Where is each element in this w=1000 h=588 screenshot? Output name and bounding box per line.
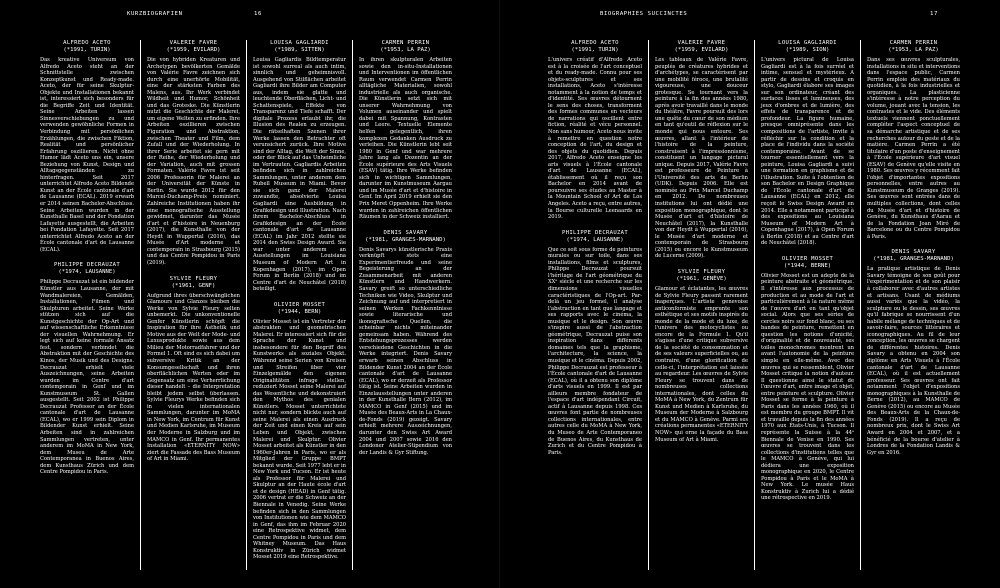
artist-bio	[40, 40, 134, 253]
artist-birth: (*1961, GENÈVE)	[676, 275, 727, 282]
bio-text: L'univers créatif d'Alfredo Aceto est à la croisée de l'art conceptuel et du ready-made. Connu pour ses objets-sculptures et ses installations, Aceto s'intéresse notamment à la notion de temps et d'identité. Ses œuvres détournent le sens des choses, transforment des formes communes en vecteurs de narrations qui oscillent entre fiction, réalité et vécu personnel. Non sans humour, Aceto nous invite à remettre en question notre conception de l'art, du design et des objets du quotidien. Depuis 2017, Alfredo Aceto enseigne les arts visuels à l'École cantonale d'art de Lausanne (ECAL), établissement où il reçu son Bachelor en 2014 avant de poursuivre ses études au Master à la Mountain School of Art de Los Angeles. Aceto a reçu, entre autres, la Bourse culturelle Leenaards en 2019.	[548, 57, 642, 221]
bio-text: Olivier Mosset ist ein Vertreter der abstrakten und geometrischen Malerei. Er interessiert sich für die Sprache der Kunst und insbesondere für den Begriff des Kunstwerks als soziales Objekt. Während seine Serien von Kreisen und Streifen über vier Einzelgemälde den eigenen Originalitäten infrage stellen, reduziert Mosset seine Malerei auf das Wesentliche und dekonstruiert den Mythos des genialen Künstlers. Mosset unterrichtete nicht nur, sondern blickte auch auf seine Malerei als einen Ausdruck der Zeit und einen Kreis auf sein Leben und Objekt, zwischen Malerei und Skulptur. Olivier Mosset arbeitet als Künstler in den 1960er-Jahren in Paris, wo er als Mitglied der Gruppe BMPT bekannt wurde. Seit 1977 lebt er in New York und Tucson. Er ist heute als Professor für Malerei und Skulptur an der Haute école d'art et de design (HEAD) in Genf tätig. 2006 vertrat er die Schweiz an der Biennale in Venedig. Seine Werke befinden sich in den Sammlungen von Institutionen wie dem MAMCO in Genf, das ihm im Februar 2020 eine Retrospektive widmet, dem Centre Pompidou in Paris und dem Whitney Museum. Das Haus Konstruktiv in Zürich widmet Mosset 2019 eine Retrospektive.	[253, 318, 346, 561]
artist-birth: (*1961, GENF)	[171, 282, 216, 289]
artist-birth: (*1981, GRANGES-MARNAND)	[365, 236, 446, 243]
text-column	[648, 40, 754, 570]
bio-text: Denis Savarys künstlerische Praxis verknüpft stets eine Experimentierfreude und seine Begeisterung an der Zusammenarbeit mit anderen Künstlern und Handwerkern. Savary greift so unterschiedliche Techniken wie Video, Skulptur und Zeichnung auf und interpretiert in seinen Werken Fachkenntnisse sowie literarische und ikonografische Quellen, die scheinbar nichts miteinander gemeinsam haben. Während des Entstehungsprozesses werden verschiedene Geschichten in die Werke integriert. Denis Savary erwarb seinen Abschluss in Bildender Kunst 2004 an der École cantonale d'art de Lausanne (ECAL), wo er derzeit als Professor tätig ist. Seine Arbeiten wurden in Einzelausstellungen unter anderen in der Kunsthalle Bern (2012), im MAMCO in Genf (2015) und im Musée des Beaux-Arts in La Chaux-de-Fonds (2019) gezeigt. Savary erhielt mehrere Auszeichnungen, darunter den Swiss Art Award 2004 und 2007 sowie 2016 den Londoner Atelier-Stipendium von der Landis & Gyr Stiftung.	[359, 246, 452, 456]
bio-text: Das kreative Universum von Alfredo Aceto steht an der Schnittstelle zwischen Konzeptkunst und Ready-made. Aceto, der für seine Skulptur-Objekte und Installationen bekannt ist, interessiert sich besonders für die Begriffe Zeit und Identität. Seine Arbeiten lassen Sinnesverschiebungen zu und verwenden gewöhnliche Formen in Verbindung mit persönlichen Erzählungen, die zwischen Fiktion, Realität und persönlicher Erfahrung oszillieren. Nicht ohne Humor lädt Aceto uns ein, unsere Beziehung von Kunst, Design und Alltagsgegenständen zu hinterfragen. Seit 2017 unterrichtet Alfredo Aceto Bildende Kunst an der École cantonale d'art de Lausanne (ECAL). 2019 erwarb er 2014 seinen Bachelor-Abschluss. Seine Arbeiten wurden in der Kunsthalle Basel und der Fondation Lafayette ausgestellt, die Arbeiten bei Fondation Lafayette. Seit 2017 unterrichtet Alfredo Aceto an der École cantonale d'art de Lausanne (ECAL).	[40, 57, 134, 253]
bio-text: La pratique artistique de Denis Savary témoigne de son goût pour l'expérimentation et de son plaisir à collaborer avec d'autres artistes et artisans. Usant de médiums aussi variés que la vidéo, la sculpture ou le dessin, ses œuvres qu'il fabrique se nourrissent d'un habile mélange de techniques et de savoir-faire, sources littéraires et iconographiques. Au fil de leur conception, les œuvres se chargent de différentes histoires. Denis Savary a obtenu en 2004 son diplôme en Arts Visuels à l'École cantonale d'art de Lausanne (ECAL), où il est actuellement professeur. Ses œuvres ont fait notamment l'objet d'expositions monographiques à la Kunsthalle de Berne (2012), au MAMCO de Genève (2015) ou encore au Musée des Beaux-Arts de la Chaux-de-Fonds (2019). Il a reçu de nombreux prix, dont le Swiss Art Award en 2004 et 2007, et a bénéficié de la bourse d'atelier à Londres de la Fondation Landis & Gyr en 2016.	[867, 266, 960, 456]
artist-name: VALÉRIE FAVRE	[677, 40, 726, 46]
artist-bio	[548, 230, 642, 457]
artist-bio	[253, 40, 346, 293]
artist-bio	[655, 40, 748, 260]
artist-name: PHILIPPE DECRAUZAT	[561, 229, 629, 236]
artist-birth: (*1959, EVILARD)	[674, 47, 729, 53]
artist-bio	[359, 230, 452, 457]
artist-bio	[253, 302, 346, 561]
right-page	[500, 0, 1000, 588]
page-number: 16	[254, 11, 262, 17]
artist-birth: (*1974, LAUSANNE)	[58, 269, 116, 276]
bio-text: Aufgrund ihres überschwänglichen Glamours und Glanzes bleiben die Werke von Sylvie Fleury selten unbemerkt. Die unkonventionelle Genfer Künstlerin schöpft die Inspiration für ihre Ästhetik und Motive aus der Welt der Mode- und Luxusprodukte sowie aus dem Milieu der Motorradfahrer und der Formel 1. Oft sind es sich dabei um subversive Kritik an der Konsumgesellschaft und ihren oberflächlichen Werten oder im Gegensatz um eine Verherrlichung dieser handelt – die Interpretation bleibt jedem selbst überlassen. Sylvie Fleurys Werke befinden sich in vielen internationalen Sammlungen, darunter im MoMA in New York, im Centrum für Kunst und Medien Karlsruhe, im Museum der Moderne in Salzburg und im MAMCO in Genf. Ihr permanentes Installation «ETERNITY NOW» ziert die Fassade des Bass Museum of Art in Miami.	[147, 292, 240, 463]
bio-text: Glamour et éclatantes, les œuvres de Sylvie Fleury passent rarement inaperçues. L'artiste genevoise anticonformiste emprunte son esthétique et ses motifs inspirés du monde de la mode et du luxe, de l'univers des motocyclistes ou encore de la Formule 1. Qu'il s'agisse d'une critique subversive de la société de consommation et de ses valeurs superficielles ou, au contraire, d'une glorification de celle-ci, l'interprétation est laissée au regardeur. Les œuvres de Sylvie Fleury se trouvent dans de nombreuses collections internationales, dont celles du MoMA à New York, du Zentrum für Kunst und Medien à Karlsruhe, du Museum der Moderne à Salzbourg et du MAMCO à Genève. Parmi ses créations permanentes «ETERNITY NOW» qui orne la façade du Bass Museum of Art à Miami.	[655, 285, 748, 443]
artist-bio	[40, 262, 134, 475]
artist-bio	[867, 249, 960, 456]
artist-name: PHILIPPE DECRAUZAT	[53, 262, 121, 269]
text-column	[542, 40, 648, 570]
artist-birth: (*1953, LA PAZ)	[380, 47, 431, 53]
artist-bio	[761, 256, 854, 502]
artist-bio	[359, 40, 452, 221]
artist-name: DENIS SAVARY	[383, 229, 428, 236]
artist-birth: (*1991, TURIN)	[571, 47, 619, 53]
artist-birth: (*1953, LA PAZ)	[888, 47, 939, 53]
artist-name: LOUISA GAGLIARDI	[270, 40, 329, 46]
text-column	[34, 40, 140, 570]
artist-name: OLIVIER MOSSET	[781, 255, 834, 262]
artist-bio	[147, 40, 240, 267]
bio-text: Les tableaux de Valérie Favre, peuplés de créatures hybrides et d'archétypes, se caractérisent par une mobilité féroce, une brutalité vigoureuse, une douceur grotesque. Se tournant vers la peinture à la fin des années 1980, après avoir travaillé dans le monde du théâtre, Favre poursuit des lors une quête du cœur de son médium en tant qu'outil de réflexion sur le monde qui nous entoure. Ses œuvres, allant à l'intérieur de l'histoire de la peinture, construisent à l'impressionnisme, constituent un langage pictural unique. Depuis 2017, Valérie Favre est professeure de Peinture à l'Université des arts de Berlin (UDK). Depuis 2006. Elle est nominée au Prix Marcel Duchamp en 2012. De nombreuses institutions lui ont dédié une exposition monographique, dont le Musée d'art et d'histoire de Neuchâtel (2017), la Kunsthalle von der Heydt à Wuppertal (2016), le Musée d'art moderne et contemporain de Strasbourg (2015) ou encore le Kunstmuseum de Lucerne (2009).	[655, 57, 748, 260]
artist-name: VALÉRIE FAVRE	[169, 40, 218, 46]
running-title: KURZBIOGRAFIEN	[127, 11, 183, 17]
artist-birth: (*1989, SION)	[785, 47, 830, 53]
text-column	[246, 40, 352, 570]
artist-name: CARMEN PERRIN	[381, 40, 430, 46]
text-column	[754, 40, 860, 570]
artist-birth: (*1944, BERN)	[277, 308, 322, 315]
artist-bio	[867, 40, 960, 240]
artist-name: SYLVIE FLEURY	[677, 268, 726, 275]
artist-birth: (*1959, EVILARD)	[166, 47, 221, 53]
artist-birth: (*1981, GRANGES-MARNAND)	[873, 256, 954, 263]
artist-birth: (*1974, LAUSANNE)	[566, 236, 624, 243]
artist-name: ALFREDO ACETO	[571, 40, 619, 46]
bio-text: Que ce soit sous forme de peintures murales ou sur toile, dans ses installations, films et sculptures, Philippe Decrauzat poursuit l'héritage de l'art géométrique du XXᵉ siècle et une recherche sur les dimensions visuelles caractéristiques de l'Op-art. Par-delà un jeu formel, il analyse l'abstraction en tant que langage et ses rapports avec le cinéma, la musique et le design. Son œuvre s'inspire aussi de l'abstraction géométrique, Decrauzat puise son inspiration dans différents domaines tels que la graphisme, l'architecture, la science, la musique et le cinéma. Depuis 2002, Philippe Decrauzat est professeur à l'École cantonale d'art de Lausanne (ECAL), où il a obtenu son diplôme d'arts visuels en 1999. Il est par ailleurs membre fondateur de l'espace d'art indépendant Circuit, actif à Lausanne depuis 1998. Ces œuvres font partie de nombreuses collections internationales, entre autres celle du MoMA à New York, du Museo de Arte Contemporaneo de Buenos Aires, du Kunsthaus de Zurich et du Centre Pompidou à Paris.	[548, 246, 642, 456]
text-column	[140, 40, 246, 570]
artist-bio	[147, 276, 240, 463]
artist-birth: (*1944, BERNE)	[783, 262, 832, 269]
page-number: 17	[930, 11, 938, 17]
bio-text: Dans ses œuvres sculpturales, installations in situ et interventions dans l'espace public, Carmen Perrin emploie des matériaux du quotidien, à la fois industrielles et organiques. La plasticienne s'intéresse à notre perception du volume, jouant avec la tension, les contrastes et le vide. Des éléments textuels viennent ponctuellement compléter l'aspect conceptuel de sa démarche artistique et de ses recherches autour du geste et de la matière. Carmen Perrin a été titulaire d'un poste d'enseignement à l'École supérieure d'art visuel (ESAV) de Genève qu'elle visite en 1980. Ses œuvres y récemment fait l'objet d'importantes expositions personnelles, entre autres au Kunstmuseum de Granges (2019). Ses œuvres sont entrées dans de multiples collections, dont celles du Musée d'art et d'histoire de Genève, du Kunsthaus d'Aarau et de la Fondation Joan Miró de Barcelone ou du Centre Pompidou à Paris.	[867, 57, 960, 240]
artist-name: SYLVIE FLEURY	[169, 275, 218, 282]
bio-text: L'univers pictural de Louisa Gagliardi est à la fois surréel et intime, sensuel et mystérieux. A partir de dessins et croquis en stylo, Gagliardi élabore ses images sur son ordinateur, créant des surfaces lisses et lumineuses, des jeux d'ombres et de lumière, des effets de transparence et de profondeur. La figure humaine, presque omniprésente dans les compositions de l'artiste, invite à réfléchir sur la condition et la place de l'individu dans la société contemporaine. Avant de se tourner essentiellement vers la peinture, Louisa Gagliardi a suivi une formation en graphisme et de l'illustration. Suite à l'obtention de son Bachelor en Design Graphique de l'École cantonale d'art de Lausanne (ECAL) en 2012, elle reçoit le Swiss Design Award en 2014. Elle a notamment participé à des expositions au Louisiana Museum of Modern Art à Copenhague (2017), à Open Forum à Berlin (2018) et au Centre d'art de Neuchâtel (2018).	[761, 57, 854, 247]
running-title: BIOGRAPHIES SUCCINCTES	[600, 11, 688, 17]
artist-name: DENIS SAVARY	[891, 249, 936, 256]
bio-text: Louisa Gagliardis Bildtemperatur ist sowohl surreal als auch intim, sinnlich und geheimnisvoll. Ausgehend von Stilflächen arbeitet Gagliardi ihre Bilder am Computer aus, indem sie glatte und leuchtende Oberflächen, Licht- und Schattenspiele, Effekte von Transparenz und Tiefe schafft. Der digitale Prozess erlaubt ihr, die Illusion des Realen zu erzeugen. Die rätselhaften Szenen ihrer Werke lassen den Betrachter oft verunsichert zurück. Ihre Motive sind der Alltag, die Welt der Sinne, oder der Blick auf das Unheimliche im Vertrauten. Gagliardis Arbeiten befinden sich in zahlreichen Sammlungen, unter anderem dem Rubell Museum in Miami. Bevor sie sich ganz der Malerei zuwandte, absolvierte Louisa Gagliardi eine Ausbildung in Grafikdesign und Illustration. Nach ihrem Bachelor-Abschluss in Grafikdesign an der École cantonale d'art de Lausanne (ECAL) im Jahr 2012 stellte sie 2014 den Swiss Design Award. Sie war unter anderem an Ausstellungen im Louisiana Museum of Modern Art in Kopenhagen (2017), im Open Forum in Berlin (2018) und im Centre d'art de Neuchâtel (2018) beteiligt.	[253, 57, 346, 293]
artist-name: OLIVIER MOSSET	[273, 301, 326, 308]
artist-birth: (*1991, TURIN)	[63, 47, 111, 53]
text-column	[860, 40, 966, 570]
artist-name: CARMEN PERRIN	[889, 40, 938, 46]
artist-name: LOUISA GAGLIARDI	[778, 40, 837, 46]
column-grid	[34, 40, 458, 570]
artist-bio	[761, 40, 854, 247]
bio-text: Olivier Mosset est un adepte de la peinture abstraite et géométrique. Il s'intéresse aux processus de production et au mode de l'art et particulièrement à la nature même de l'œuvre d'art en tant qu'objet social. Alors que ses séries de cercles noirs sur fond blanc, ou ses bandes de peinture, remettent en question les notions d'unicité, d'originalité et de nouveauté, ses toiles monochromes montrent un avant l'autonomie de la peinture simple en elle-même. Avec des œuvres qui se ressemblent, Olivier Mosset critique la notion d'auteur. Il questionne ainsi le statut de l'œuvre d'art, entre image et objet, entre peinture et sculpture. Olivier Mosset se forme à la peinture à Paris dans les années 1960, où il est membre du groupe BMPT. Il vit et travaille depuis la fin des années 1970 aux États-Unis, à Tucson. Il représente la Suisse à la 44ᵉ Biennale de Venise en 1990. Ses œuvres se trouvent dans les collections d'institutions telles que le MAMCO à Genève, qui lui dédiera une exposition monographique en 2020, le Centre Pompidou à Paris et le MoMA à New York. Le musée Haus Konstruktiv à Zurich lui a dédié une rétrospective en 2019.	[761, 272, 854, 502]
artist-name: ALFREDO ACETO	[63, 40, 111, 46]
artist-birth: (*1989, SITTEN)	[274, 47, 325, 53]
bio-text: Die von hybriden Kreaturen und Archetypen bevölkerten Gemälde von Valérie Favre zeichnen sich durch eine unerhörte Mobilität, eine der stärksten Farben des Malens, aus. Ihr Werk verbindet Wildheit und Humor, Schönheit und das Groteske. Die Künstlerin nutzt die Geschichte der Malerei, um eigene Welten zu erfinden. Ihre Arbeiten oszillieren zwischen Figuration und Abstraktion, zwischen Theater und Film, dem Zufall und der Wiederholung. In ihrer Serie arbeitet sie gern mit der Reihe, der Wiederholung und der Variation, auch mit grossen Formaten. Valérie Favre ist seit 2006 Professorin für Malerei an der Universität der Künste in Berlin. Sie wurde 2012 für den Marcel-Duchamp-Preis nominiert. Zahlreiche Institutionen haben ihr eine monografische Ausstellung gewidmet, darunter das Musée d'art et d'histoire in Neuenburg (2017), die Kunsthalle von der Heydt in Wuppertal (2016), das Musée d'Art moderne et contemporain in Strasbourg (2015) und das Centre Pompidou in Paris (2019).	[147, 57, 240, 266]
artist-bio	[548, 40, 642, 221]
bio-text: Philippe Decrauzat ist ein bildender Künstler aus Lausanne, der mit Wandmalereien, Gemälden, Installationen, Filmen und Skulpturen arbeitet. Seine Werke stützen sich auf die Kunstgeschichte der Op-Art und auf wissenschaftliche Erkenntnisse der visuellen Wahrnehmung. Er legt sich auf keine formale Ansatz fest, sondern verbindet die Abstraktion mit der Geschichte des Kinos, der Musik und des Designs. Decrauzat erhielt viele Auszeichnungen, seine Arbeiten wurden im Centre d'art contemporain in Genf und im Kunstmuseum St. Gallen ausgestellt. Seit 2002 ist Philippe Decrauzat Professor an der École cantonale d'art de Lausanne (ECAL), wo er 1999 sein Diplom in Bildender Kunst erhielt. Seine Arbeiten sind in zahlreichen Sammlungen vertreten, unter anderem im MoMA in New York, dem Museu de Arte Contemporanea in Buenos Aires, dem Kunsthaus Zürich und dem Centre Pompidou in Paris.	[40, 279, 134, 476]
bio-text: In ihren skulpturalen Arbeiten sowie den in-situ-Installationen und Interventionen im öffentlichen Raum verwendet Carmen Perrin alltägliche Materialien, sowohl industrielle als auch organische. Die Künstlerin setzt sich mit unserer Wahrnehmung von Volumen auseinander und spielt dabei mit Spannung, Kontrasten und Leere. Textuelle Elemente helfen gelegentlich, ihren komplexen Gedanken Ausdruck zu verleihen. Die Künstlerin lebt seit 1980 in Genf und war mehrere Jahre lang als Dozentin an der École supérieure des Arts Visuels (ESAV) tätig. Ihre Werke befinden sich in wichtigen Sammlungen, darunter im Kunstmuseum Aargau und im Musée d'art et d'histoire in Genf. Im April 2019 erhielt sie den Prix Meret Oppenheim. Ihre Werke wurden in zahlreichen öffentlichen Räumen in der Schweiz installiert.	[359, 57, 452, 221]
column-grid	[542, 40, 966, 570]
text-column	[352, 40, 458, 570]
artist-bio	[655, 269, 748, 443]
